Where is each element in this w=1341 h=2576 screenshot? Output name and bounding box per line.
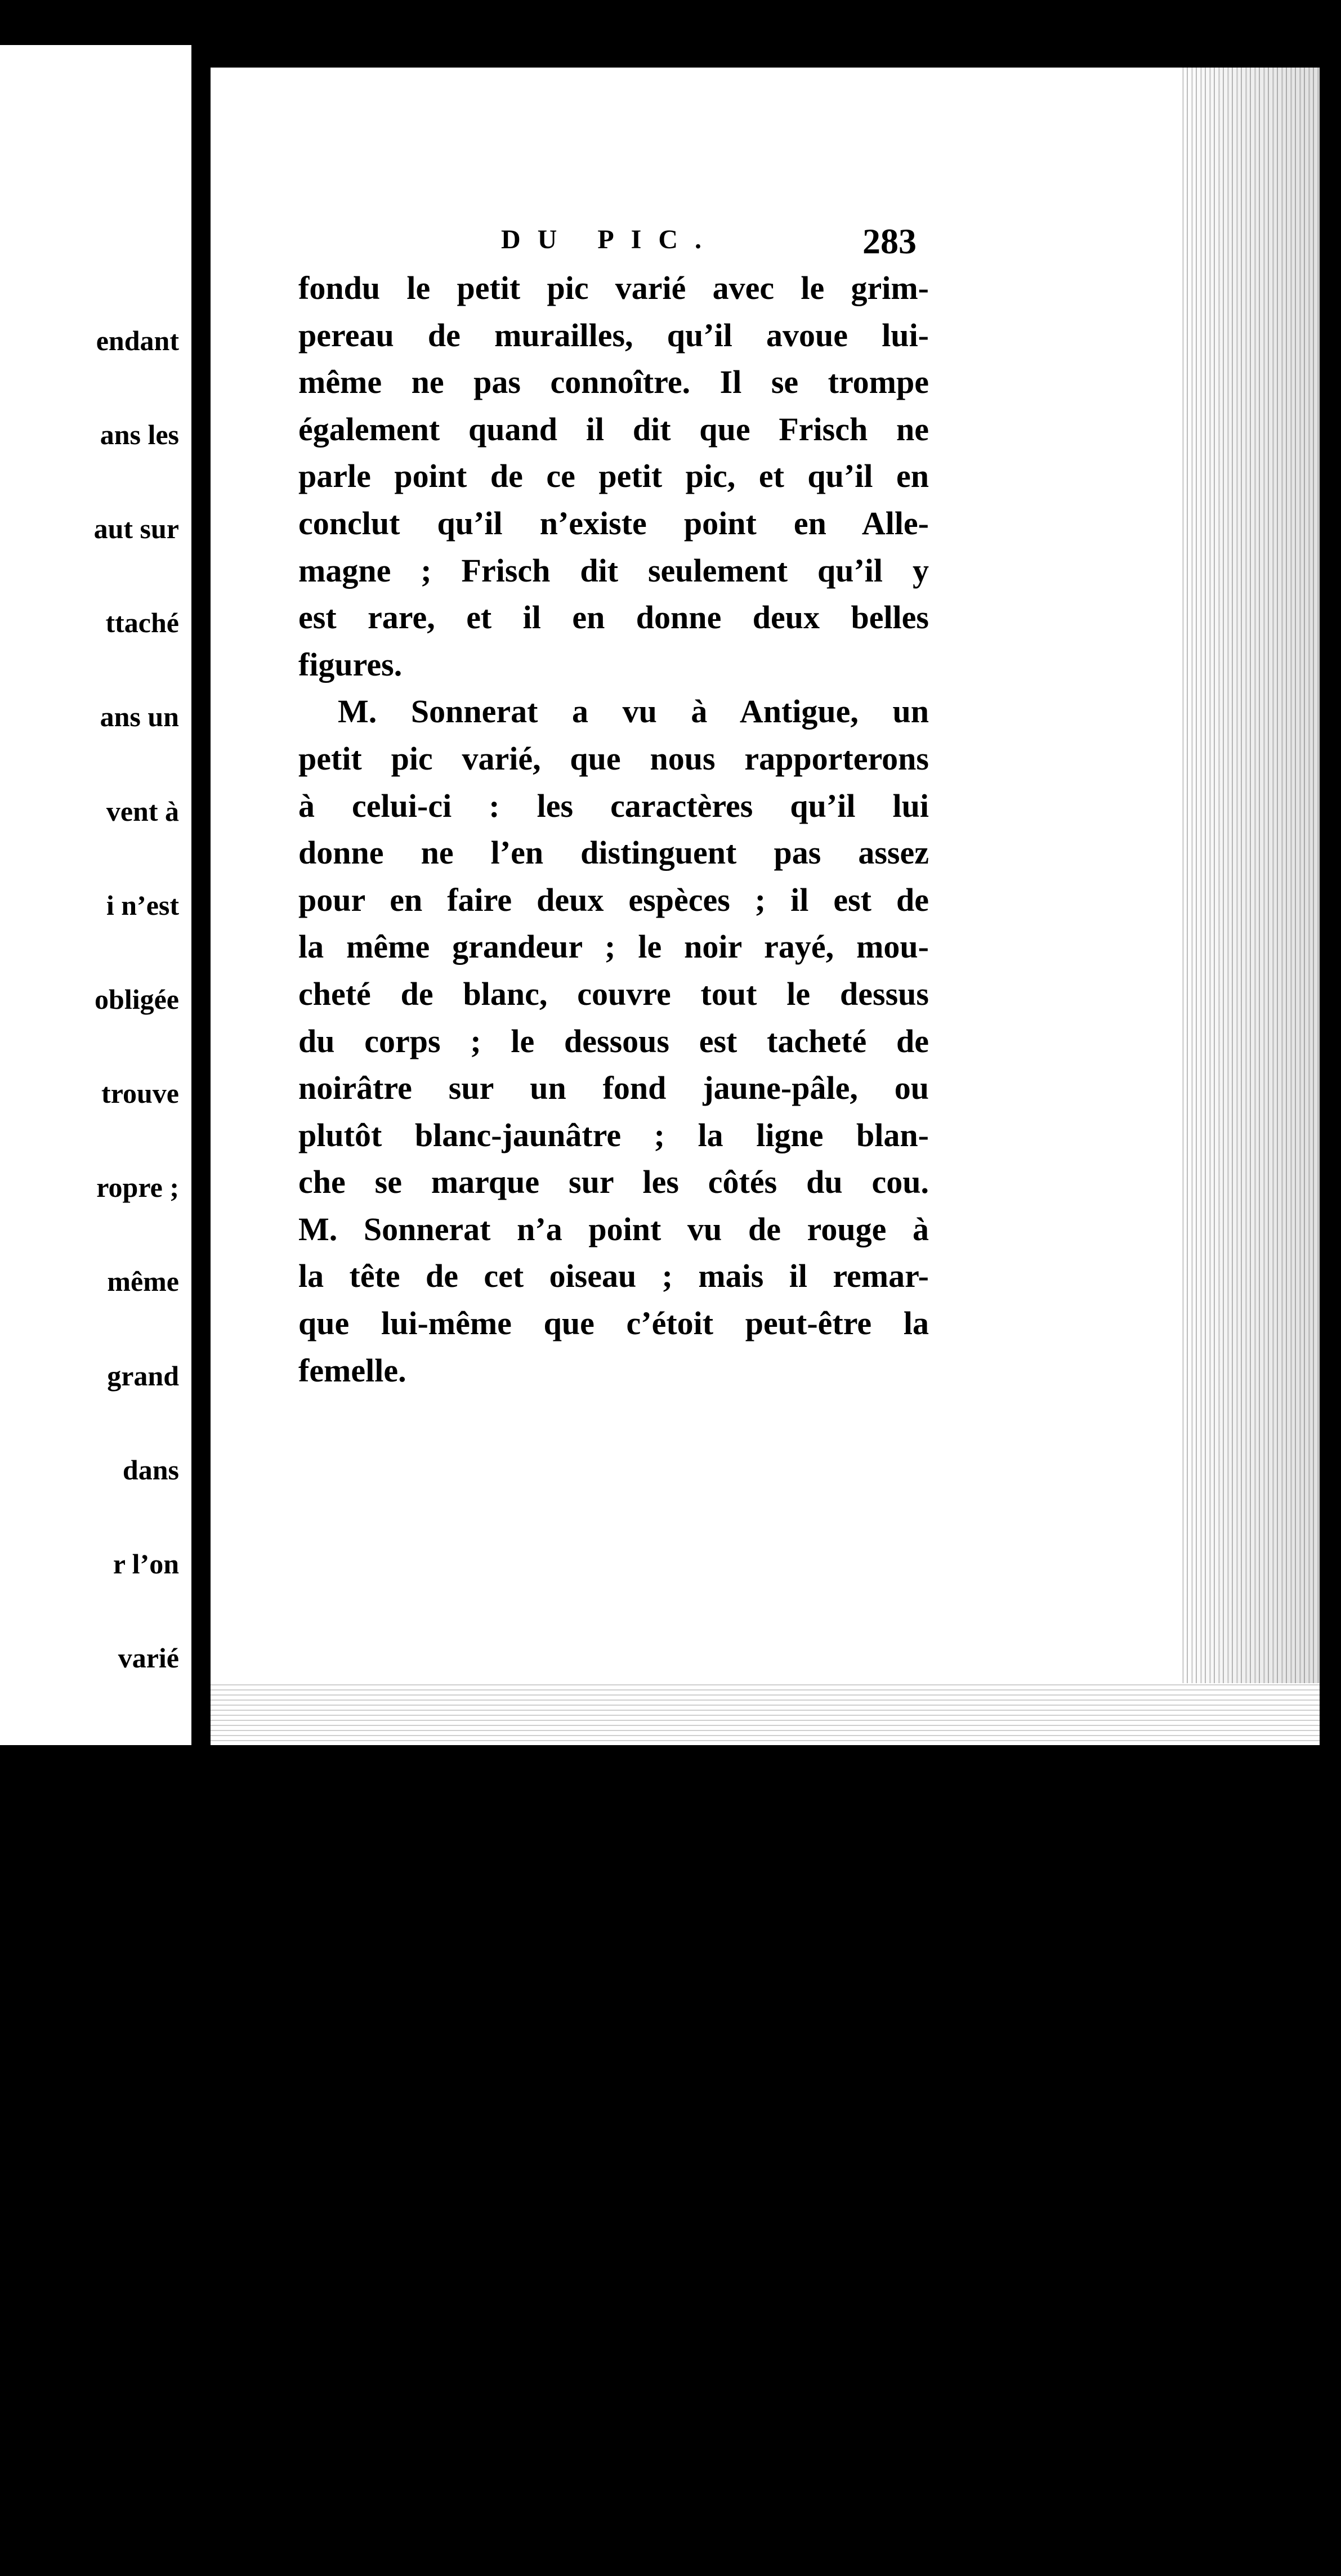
text-line: également quand il dit que Frisch ne	[298, 410, 929, 448]
left-line: nada,	[112, 1924, 179, 1956]
page-bottom-edge	[211, 1683, 1320, 1745]
left-line: endant	[96, 324, 179, 356]
body-text	[298, 265, 929, 1394]
text-line: parle point de ce petit pic, et qu’il en	[298, 458, 929, 495]
left-line: ovin-	[118, 2395, 179, 2427]
text-line: pereau de murailles, qu’il avoue lui-	[298, 316, 929, 354]
left-line: grand	[107, 1359, 179, 1392]
text-line: que lui-même que c’étoit peut-être la	[298, 1305, 929, 1342]
left-line: i n’est	[106, 889, 179, 921]
text-line: che se marque sur les côtés du cou.	[298, 1164, 929, 1201]
left-line: ropre ;	[96, 1171, 179, 1204]
text-line: plutôt blanc-jaunâtre ; la ligne blan-	[298, 1116, 929, 1153]
text-line: conclut qu’il n’existe point en Alle-	[298, 504, 929, 542]
book-gutter	[191, 0, 211, 1824]
text-line: donne ne l’en distinguent pas assez	[298, 834, 929, 871]
text-line: figures.	[298, 646, 403, 683]
left-line: ans un	[100, 701, 179, 733]
text-line: noirâtre sur un fond jaune-pâle, ou	[298, 1070, 929, 1107]
text-line: la même grandeur ; le noir rayé, mou-	[298, 928, 929, 965]
left-page	[0, 45, 191, 2521]
left-line: même	[107, 1265, 179, 1298]
left-line: n’est	[121, 2207, 179, 2239]
left-line: ut , et	[111, 1736, 179, 1768]
left-line: a tête,	[107, 1830, 179, 1862]
left-line: bordée	[96, 2018, 179, 2050]
left-line: varié	[118, 1642, 179, 1674]
text-line: la tête de cet oiseau ; mais il remar-	[298, 1258, 929, 1295]
left-line: dans	[122, 1454, 179, 1486]
left-page-text	[52, 270, 179, 2576]
left-line: vent à	[106, 795, 179, 827]
left-line: r l’on	[113, 1548, 179, 1580]
text-line: femelle.	[298, 1352, 406, 1389]
text-line: à celui-ci : les caractères qu’il lui	[298, 787, 929, 824]
text-line: pour en faire deux espèces ; il est de	[298, 881, 929, 918]
paragraph-first-line: M. Sonnerat a vu à Antigue, un	[338, 693, 929, 730]
left-line: trouve	[101, 1077, 179, 1110]
page-fore-edge	[1179, 68, 1320, 1745]
text-line: du corps ; le dessous est tacheté de	[298, 1022, 929, 1059]
left-line: obligée	[95, 983, 179, 1015]
text-line: petit pic varié, que nous rapporterons	[298, 740, 929, 777]
running-head: DU PIC.	[501, 225, 718, 254]
left-line: a con-	[106, 2489, 179, 2521]
text-line: fondu le petit pic varié avec le grim-	[298, 270, 929, 306]
text-line: magne ; Frisch dit seulement qu’il y	[298, 552, 929, 589]
text-line: même ne pas connoître. Il se trompe	[298, 364, 929, 401]
page-number: 283	[862, 221, 917, 261]
left-line: aut sur	[93, 512, 179, 544]
text-line: M. Sonnerat n’a point vu de rouge à	[298, 1210, 929, 1247]
text-line: est rare, et il en donne deux belles	[298, 599, 929, 636]
left-line: ans les	[100, 418, 179, 450]
left-line: on le	[122, 2301, 179, 2333]
left-line: ttaché	[105, 607, 179, 639]
text-line: cheté de blanc, couvre tout le dessus	[298, 975, 929, 1012]
